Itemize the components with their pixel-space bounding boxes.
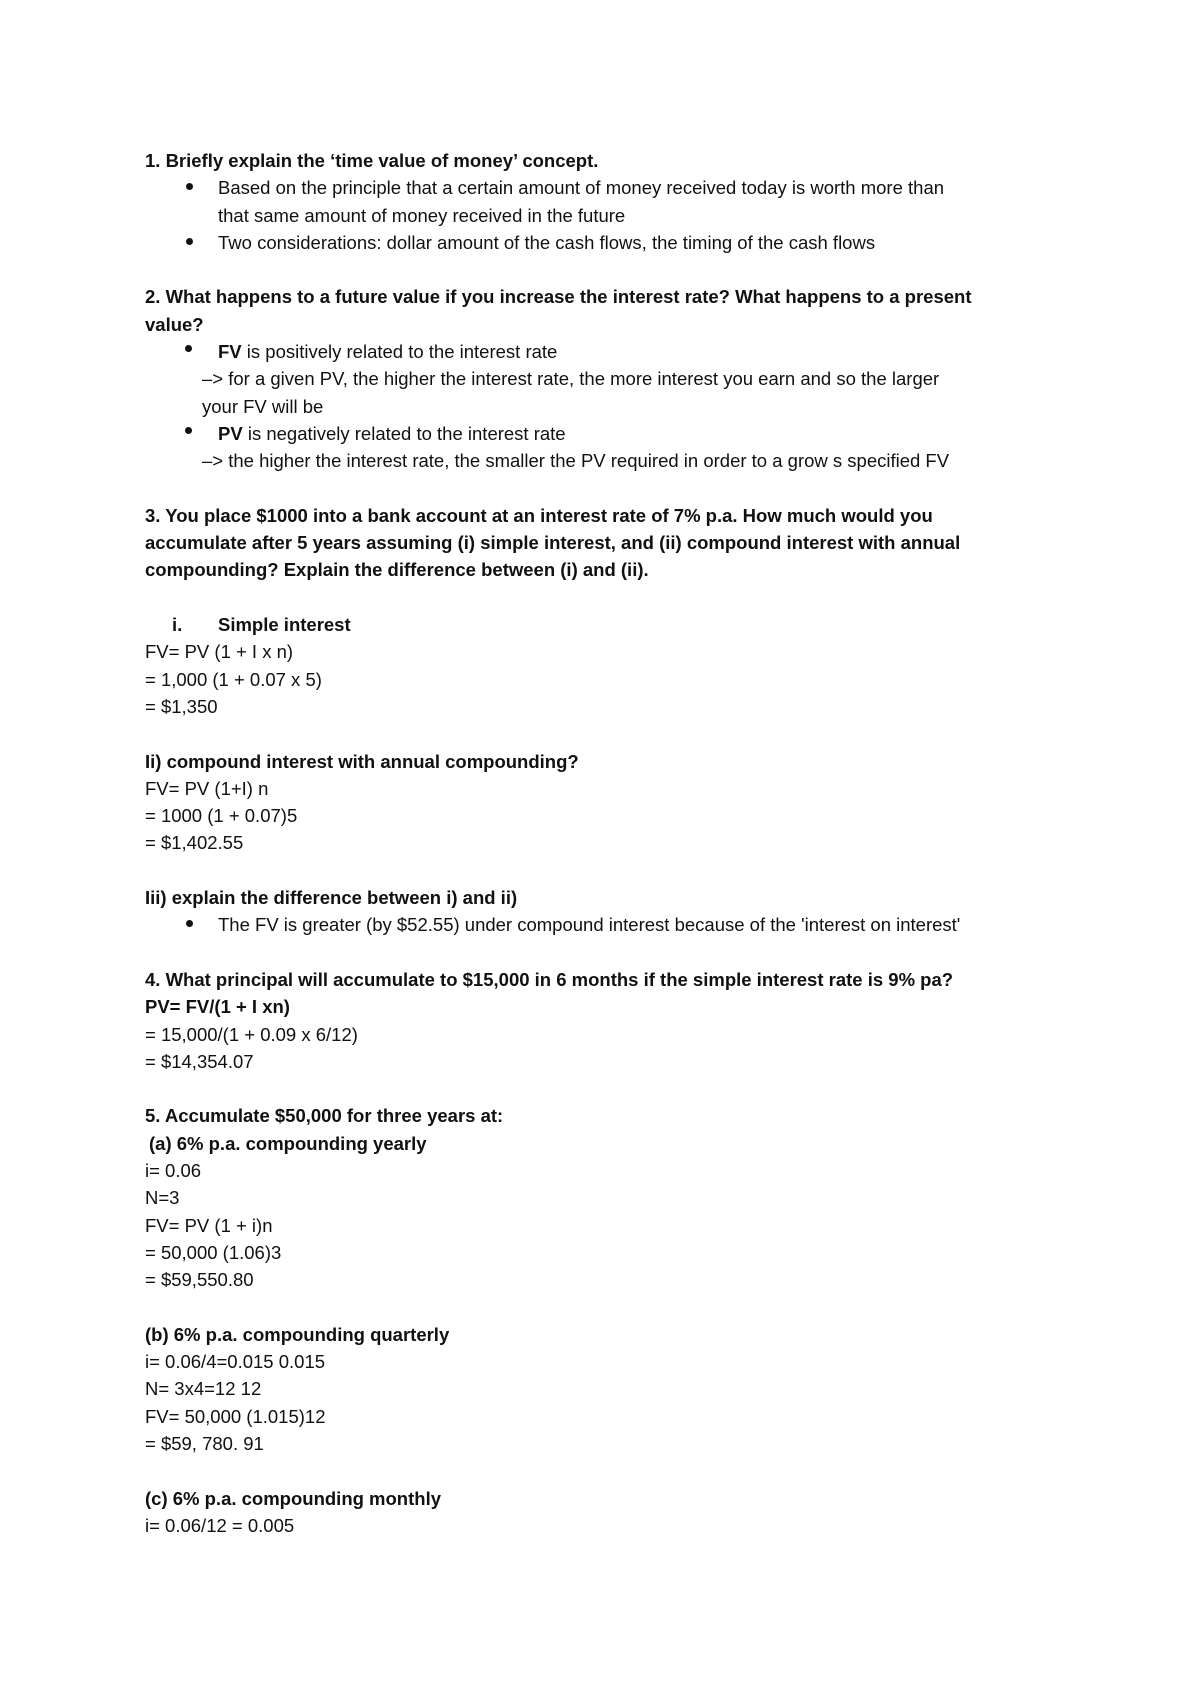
q5-part-b-line-3: FV= 50,000 (1.015)12	[145, 1405, 326, 1427]
q1-bullet-1-line-1: Based on the principle that a certain amount of money received today is worth more than	[218, 177, 945, 199]
spacer	[145, 1075, 1045, 1102]
spacer	[145, 1293, 1045, 1320]
q1-bullet-2-text: Two considerations: dollar amount of the cash flows, the timing of the cash flows	[218, 231, 876, 253]
q2-title-line-1: 2. What happens to a future value if you increase the interest rate? What happens to a present	[145, 286, 972, 308]
q1-bullet-2	[145, 229, 1045, 256]
q5-title: 5. Accumulate $50,000 for three years at:	[145, 1105, 504, 1127]
q4-title: 4. What principal will accumulate to $15,000 in 6 months if the simple interest rate is 9% pa?	[145, 968, 954, 990]
q2-bullet-2-term: PV	[218, 422, 243, 444]
q3-part-i-heading	[145, 611, 1045, 638]
spacer	[145, 939, 1045, 966]
q5-part-a-line-1: i= 0.06	[145, 1159, 202, 1181]
q4-formula: PV= FV/(1 + I xn)	[145, 996, 290, 1018]
bullet-dot-icon	[186, 920, 193, 927]
spacer	[145, 584, 1045, 611]
bullet-dot-icon	[185, 345, 192, 352]
q3-part-i-line-1: FV= PV (1 + I x n)	[145, 641, 294, 663]
q3-part-iii-bullet	[145, 911, 1045, 938]
q5-part-c-title: (c) 6% p.a. compounding monthly	[145, 1487, 441, 1509]
q3-part-ii-title: Ii) compound interest with annual compounding?	[145, 750, 579, 772]
q3-title-line-3: compounding? Explain the difference between (i) and (ii).	[145, 559, 649, 581]
q2-bullet-2	[145, 420, 1045, 447]
q2-bullet-1-arrow-line-2: your FV will be	[202, 395, 324, 417]
q3-part-ii-line-2: = 1000 (1 + 0.07)5	[145, 805, 298, 827]
q3-part-ii-line-3: = $1,402.55	[145, 832, 244, 854]
q3-part-i-line-2: = 1,000 (1 + 0.07 x 5)	[145, 668, 322, 690]
q5-part-b-line-1: i= 0.06/4=0.015 0.015	[145, 1351, 326, 1373]
q3-part-iii-title: Iii) explain the difference between i) and ii)	[145, 887, 518, 909]
q1-title: 1. Briefly explain the ‘time value of money’ concept.	[145, 150, 599, 171]
bullet-dot-icon	[186, 238, 193, 245]
spacer	[145, 857, 1045, 884]
q5-part-b-line-4: = $59, 780. 91	[145, 1432, 264, 1454]
bullet-dot-icon	[185, 427, 192, 434]
q1-bullet-1	[145, 174, 1045, 201]
spacer	[145, 256, 1045, 283]
q5-part-a-line-3: FV= PV (1 + i)n	[145, 1214, 273, 1236]
q4-line-2: = $14,354.07	[145, 1050, 254, 1072]
spacer	[145, 475, 1045, 502]
q3-part-i-number: i.	[172, 614, 183, 636]
q2-bullet-2-arrow: –> the higher the interest rate, the smaller the PV required in order to a grow s specified FV	[202, 450, 950, 472]
q5-part-a-line-2: N=3	[145, 1187, 180, 1209]
q5-part-a-line-4: = 50,000 (1.06)3	[145, 1241, 282, 1263]
q1-bullet-1-cont	[145, 202, 1045, 229]
q2-title-line-2: value?	[145, 313, 204, 335]
q2-bullet-1-text: is positively related to the interest rate	[241, 341, 558, 363]
q2-bullet-1-arrow-line-1: –> for a given PV, the higher the interest rate, the more interest you earn and so the larger	[202, 368, 940, 390]
q2-bullet-1-term: FV	[218, 341, 242, 363]
q2-bullet-2-text: is negatively related to the interest rate	[242, 422, 566, 444]
q3-title-line-2: accumulate after 5 years assuming (i) simple interest, and (ii) compound interest with annual	[145, 532, 961, 554]
q5-part-a-title: (a) 6% p.a. compounding yearly	[149, 1132, 427, 1154]
q3-title-line-1: 3. You place $1000 into a bank account at an interest rate of 7% p.a. How much would you	[145, 504, 933, 526]
q5-part-c-line-1: i= 0.06/12 = 0.005	[145, 1514, 295, 1536]
q5-part-b-title: (b) 6% p.a. compounding quarterly	[145, 1323, 450, 1345]
q3-part-i-line-3: = $1,350	[145, 695, 218, 717]
q1-bullet-1-line-2: that same amount of money received in the future	[218, 204, 626, 226]
document-content	[145, 147, 1045, 1539]
q4-line-1: = 15,000/(1 + 0.09 x 6/12)	[145, 1023, 358, 1045]
q3-part-ii-line-1: FV= PV (1+I) n	[145, 777, 269, 799]
q2-bullet-1	[145, 338, 1045, 365]
spacer	[145, 1457, 1045, 1484]
q5-part-a-line-5: = $59,550.80	[145, 1269, 254, 1291]
q3-part-iii-bullet-text: The FV is greater (by $52.55) under compound interest because of the 'interest on interest'	[218, 914, 961, 936]
q3-part-i-title: Simple interest	[218, 614, 351, 636]
spacer	[145, 720, 1045, 747]
bullet-dot-icon	[186, 183, 193, 190]
q5-part-b-line-2: N= 3x4=12 12	[145, 1378, 262, 1400]
